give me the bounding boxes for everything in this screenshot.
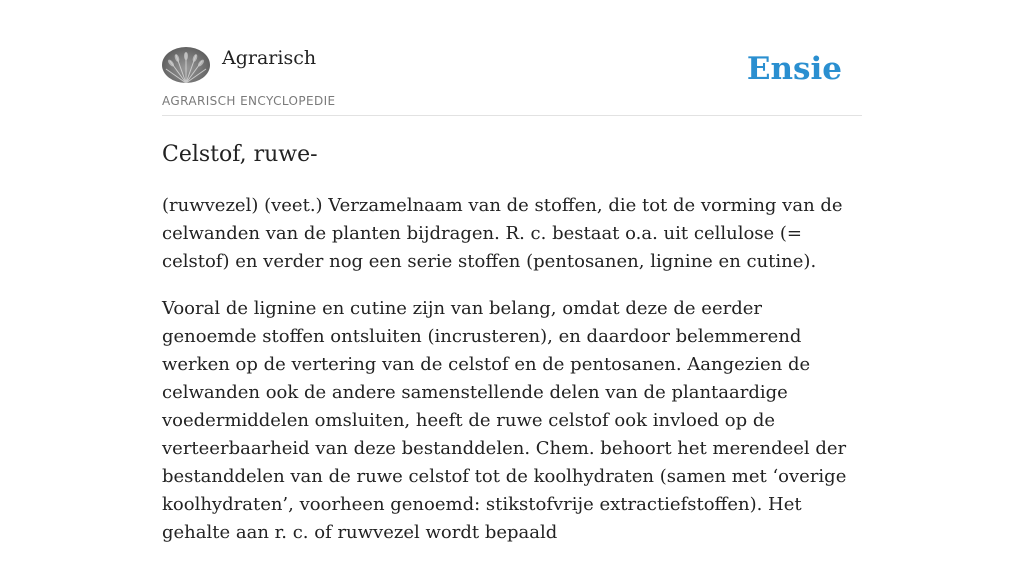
page xyxy=(162,0,862,543)
site-subtitle[interactable]: AGRARISCH ENCYCLOPEDIE xyxy=(162,94,336,108)
article-paragraph: Vooral de lignine en cutine zijn van belang, omdat deze de eerder genoemde stoffen ontsluiten (incrusteren), en daardoor belemmerend werken op de vertering van de celstof en de pentosanen. Aangezien de celwanden ook de andere samenstellende delen van de plantaardige voedermiddelen omsluiten, heeft de ruwe celstof ook invloed op de verteerbaarheid van deze bestanddelen. Chem. behoort het merendeel der bestanddelen van de ruwe celstof tot de koolhydraten (samen met ‘overige koolhydraten’, voorheen genoemd: stikstofvrije extractiefstoffen). Het gehalte aan r. c. of ruwvezel wordt bepaald xyxy=(162,298,847,543)
article-title: Celstof, ruwe- xyxy=(162,142,318,167)
wheat-icon[interactable] xyxy=(162,47,210,83)
site-name[interactable]: Agrarisch xyxy=(222,47,317,69)
article-paragraph: (ruwvezel) (veet.) Verzamelnaam van de stoffen, die tot de vorming van de celwanden van de planten bijdragen. R. c. bestaat o.a. uit cellulose (= celstof) en verder nog een serie stoffen (pentosanen, lignine en cutine). xyxy=(162,195,843,272)
brand-logo[interactable]: Ensie xyxy=(746,51,842,87)
site-header xyxy=(162,0,862,116)
article-body xyxy=(162,192,862,566)
